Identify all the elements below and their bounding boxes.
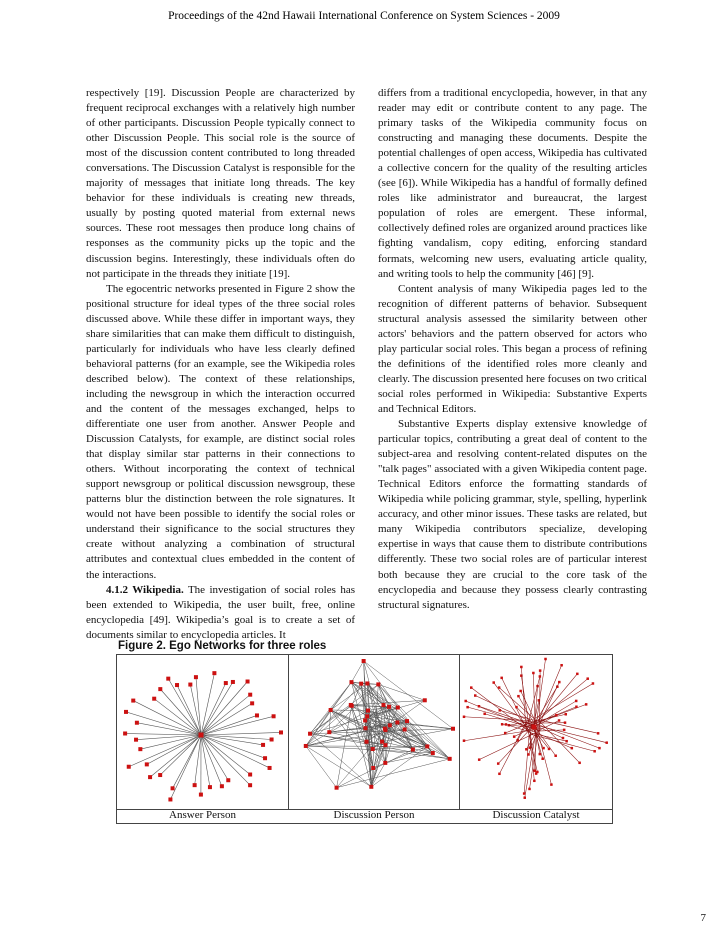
network-node bbox=[403, 727, 407, 731]
network-node bbox=[383, 761, 387, 765]
panel-label-answer-person: Answer Person bbox=[169, 809, 236, 821]
network-edge bbox=[150, 735, 201, 777]
network-node bbox=[363, 726, 367, 730]
network-node bbox=[478, 705, 481, 708]
network-node bbox=[562, 737, 565, 740]
network-node bbox=[498, 686, 501, 689]
network-node bbox=[381, 703, 385, 707]
network-node bbox=[248, 783, 252, 787]
body-paragraph: Substantive Experts display extensive knowledge of particular topics, contributing a great deal of content to the subject-area and resolving content-related disputes on the "talk pages" associated with a given Wikipedia content page. Technical Editors enforce the formatting standards of Wikipedia while policing grammar, style, spelling, hyperlink accuracy, and other minor issues. These tasks are related, but many Wikipedia contributors specialize, developing expertise in ways that cause them to distribute contributions differently. These two social roles are of particular interest both because they are crucial to the core task of the encyclopedia and because they possess clearly contrasting structural signatures. bbox=[378, 418, 647, 611]
network-node bbox=[279, 730, 283, 734]
network-node bbox=[498, 773, 501, 776]
network-node bbox=[500, 677, 503, 680]
figure-caption: Figure 2. Ego Networks for three roles bbox=[118, 640, 327, 652]
network-edge bbox=[536, 659, 546, 727]
body-paragraph: differs from a traditional encyclopedia, however, in that any reader may edit or contribute content to any page. The primary tasks of the Wikipedia community focus on constructing and managing these documents. Despite the potential challenges of open access, Wikipedia has cultivated a collective concern for the quality of the resulting articles (see [6]). While Wikipedia has a handful of formally defined roles like administrator and bureaucrat, the largest population of roles are emergent. These informal, collectively defined roles are organized around practices like fighting vandalism, copy editing, enforcing standard formats, welcoming new users, evaluating article quality, and writing tools to help the community [46] [9]. bbox=[378, 87, 647, 280]
network-node bbox=[349, 703, 353, 707]
network-node bbox=[261, 743, 265, 747]
network-node bbox=[585, 703, 588, 706]
network-node bbox=[194, 675, 198, 679]
network-node bbox=[513, 735, 516, 738]
network-node bbox=[263, 756, 267, 760]
network-node bbox=[231, 680, 235, 684]
network-node bbox=[539, 669, 542, 672]
network-node bbox=[362, 659, 366, 663]
network-node bbox=[451, 727, 455, 731]
network-node bbox=[349, 680, 353, 684]
network-node bbox=[533, 769, 536, 772]
network-node bbox=[152, 697, 156, 701]
network-node bbox=[550, 783, 553, 786]
network-node bbox=[605, 741, 608, 744]
network-node bbox=[542, 747, 545, 750]
network-edge bbox=[201, 682, 233, 735]
network-node bbox=[365, 740, 369, 744]
network-edge bbox=[195, 735, 201, 785]
network-node bbox=[519, 690, 522, 693]
network-node bbox=[308, 732, 312, 736]
body-paragraph: Content analysis of many Wikipedia pages led to the recognition of different patterns of behavior. Subsequent structural analysis assessed the similarity between other actors' behaviors and the pattern observed for actors who play particular social roles. This began a process of refining the definitions of the identified roles more cleanly and clearly. The discussion presented here focuses on two critical social roles performed in Wikipedia: Substantive Experts and Technical Editors. bbox=[378, 282, 647, 415]
network-node bbox=[371, 766, 375, 770]
network-node bbox=[388, 723, 392, 727]
network-node bbox=[578, 762, 581, 765]
section-text: The investigation of social roles has been extended to Wikipedia, the user built, free, online encyclopedia [49]. Wikipedia’s goal is to create a set of documents similar to encyclopedia articles. It bbox=[86, 583, 355, 641]
network-node bbox=[592, 682, 595, 685]
network-node bbox=[127, 765, 131, 769]
network-node bbox=[558, 719, 561, 722]
network-node bbox=[515, 706, 518, 709]
answer-person-network bbox=[117, 655, 287, 809]
network-edge bbox=[170, 735, 201, 799]
network-node bbox=[565, 740, 568, 743]
network-node bbox=[448, 757, 452, 761]
network-node bbox=[483, 713, 486, 716]
network-node bbox=[499, 709, 502, 712]
network-node bbox=[380, 740, 384, 744]
network-node bbox=[463, 716, 466, 719]
network-node bbox=[598, 747, 601, 750]
network-node bbox=[520, 666, 523, 669]
network-edge bbox=[201, 716, 274, 735]
network-node bbox=[138, 747, 142, 751]
network-node bbox=[175, 683, 179, 687]
network-edge bbox=[201, 735, 263, 745]
network-node bbox=[124, 710, 128, 714]
network-node bbox=[365, 681, 369, 685]
network-node bbox=[329, 708, 333, 712]
network-node bbox=[470, 686, 473, 689]
network-node bbox=[539, 753, 542, 756]
body-paragraph: The egocentric networks presented in Figure 2 show the positional structure for ideal types of the three social roles discussed above. While these differ in important ways, they share similarities that can make them difficult to distinguish, particularly for individuals who have less clearly defined behavioral patterns (for an example, see the Wikipedia roles described below). The context of these relationships, including the newsgroup in which the interaction occurred and the content of the messages exchanged, helps to differentiate one user from another. Answer People and Discussion Catalysts, for example, are distinct social roles that display similar star patterns in their connections to others. Without incorporating the context of technical support newsgroup or political discussion newsgroup, these patterns blur the distinction between the role signatures. It would not have been possible to identify the social roles or understand their significance to the social structures they create without analyzing a combination of structural attributes and contextual clues embedded in the content of the interactions. bbox=[86, 282, 355, 581]
network-edge bbox=[154, 699, 201, 735]
network-edge bbox=[533, 683, 593, 719]
network-edge bbox=[524, 734, 529, 794]
network-edge bbox=[534, 725, 606, 743]
network-node bbox=[478, 758, 481, 761]
network-node bbox=[575, 706, 578, 709]
network-node bbox=[497, 762, 500, 765]
network-node bbox=[363, 718, 367, 722]
network-node bbox=[359, 682, 363, 686]
panel-label-discussion-catalyst: Discussion Catalyst bbox=[492, 809, 580, 821]
network-node bbox=[255, 713, 259, 717]
discussion-person-network bbox=[289, 655, 459, 809]
network-node bbox=[304, 744, 308, 748]
network-node bbox=[148, 775, 152, 779]
network-edge bbox=[538, 730, 564, 731]
network-node bbox=[248, 773, 252, 777]
network-node bbox=[523, 792, 526, 795]
network-node bbox=[248, 693, 252, 697]
network-edge bbox=[306, 746, 337, 788]
figure-label-row bbox=[116, 808, 613, 824]
network-node bbox=[586, 677, 589, 680]
network-node bbox=[565, 713, 568, 716]
network-node bbox=[501, 723, 504, 726]
network-edge bbox=[201, 735, 222, 786]
panel-label-discussion-person: Discussion Person bbox=[333, 809, 415, 821]
network-node bbox=[395, 720, 399, 724]
network-node bbox=[270, 737, 274, 741]
network-node bbox=[212, 671, 216, 675]
network-node bbox=[369, 785, 373, 789]
network-node bbox=[220, 784, 224, 788]
network-node bbox=[593, 750, 596, 753]
network-node bbox=[250, 701, 254, 705]
network-node bbox=[425, 744, 429, 748]
network-node bbox=[492, 681, 495, 684]
figure-panels bbox=[116, 654, 613, 810]
network-node bbox=[523, 796, 526, 799]
network-edge bbox=[160, 735, 201, 775]
network-node bbox=[597, 732, 600, 735]
network-node bbox=[536, 771, 539, 774]
network-node bbox=[327, 730, 331, 734]
network-node bbox=[383, 743, 387, 747]
network-node bbox=[474, 694, 477, 697]
right-column bbox=[378, 86, 647, 613]
network-node bbox=[199, 793, 203, 797]
discussion-catalyst-network bbox=[460, 655, 612, 809]
running-header: Proceedings of the 42nd Hawaii International Conference on System Sciences - 2009 bbox=[168, 10, 560, 22]
network-node bbox=[563, 729, 566, 732]
network-node bbox=[533, 780, 536, 783]
page-number: 7 bbox=[700, 912, 706, 924]
left-column bbox=[86, 86, 355, 643]
network-node bbox=[423, 698, 427, 702]
network-node bbox=[145, 762, 149, 766]
network-node bbox=[466, 706, 469, 709]
network-node bbox=[335, 786, 339, 790]
network-node bbox=[411, 748, 415, 752]
network-edge bbox=[125, 733, 201, 735]
network-node bbox=[135, 721, 139, 725]
network-node bbox=[571, 747, 574, 750]
network-node bbox=[558, 681, 561, 684]
network-edge bbox=[190, 685, 201, 735]
network-node bbox=[246, 680, 250, 684]
network-node bbox=[548, 748, 551, 751]
network-node bbox=[525, 748, 528, 751]
network-edge bbox=[537, 727, 552, 785]
network-node bbox=[171, 786, 175, 790]
network-node bbox=[371, 747, 375, 751]
network-node bbox=[208, 785, 212, 789]
network-node bbox=[396, 706, 400, 710]
network-node bbox=[376, 682, 380, 686]
network-node bbox=[505, 723, 508, 726]
network-edge bbox=[516, 707, 529, 721]
network-node bbox=[134, 738, 138, 742]
network-node bbox=[564, 721, 567, 724]
network-edge bbox=[310, 682, 351, 734]
section-paragraph bbox=[86, 583, 355, 643]
network-edge bbox=[329, 710, 330, 732]
network-node bbox=[463, 739, 466, 742]
network-node bbox=[158, 687, 162, 691]
network-node bbox=[123, 731, 127, 735]
network-edge bbox=[201, 732, 281, 735]
network-node bbox=[226, 778, 230, 782]
network-node bbox=[272, 714, 276, 718]
network-node bbox=[166, 677, 170, 681]
network-node bbox=[365, 714, 369, 718]
network-node bbox=[527, 753, 530, 756]
network-node bbox=[224, 681, 228, 685]
network-node bbox=[464, 700, 467, 703]
network-edge bbox=[331, 710, 368, 711]
network-edge bbox=[499, 720, 527, 774]
network-node bbox=[405, 719, 409, 723]
ego-node bbox=[199, 733, 204, 738]
network-node bbox=[431, 751, 435, 755]
network-node bbox=[575, 700, 578, 703]
network-edge bbox=[337, 759, 450, 788]
network-node bbox=[387, 705, 391, 709]
network-node bbox=[366, 709, 370, 713]
network-node bbox=[560, 664, 563, 667]
network-node bbox=[193, 783, 197, 787]
ego-node bbox=[532, 725, 537, 730]
network-node bbox=[532, 672, 535, 675]
network-node bbox=[528, 788, 531, 791]
network-node bbox=[544, 658, 547, 661]
network-node bbox=[168, 797, 172, 801]
network-edge bbox=[539, 721, 580, 763]
network-edge bbox=[351, 661, 363, 682]
network-node bbox=[554, 754, 557, 757]
network-node bbox=[541, 757, 544, 760]
network-node bbox=[131, 699, 135, 703]
network-node bbox=[576, 673, 579, 676]
network-node bbox=[539, 675, 542, 678]
network-node bbox=[188, 683, 192, 687]
section-heading: 4.1.2 Wikipedia. bbox=[106, 583, 184, 596]
network-node bbox=[383, 727, 387, 731]
body-paragraph: respectively [19]. Discussion People are characterized by frequent reciprocal exchanges with a relatively high number of other participants. Discussion People typically connect to other Discussion People. This social role is the source of most of the discussion content contributed to long threaded conversations. The Discussion Catalyst is responsible for the majority of messages that initiate long threads. The key behavior for these individuals is creating new threads, usually by posting quoted material from external news sources. These root messages then produce long chains of responses as the community picks up the topic and the discussion begins. Interestingly, these individuals often do not participate in the threads they initiate [19]. bbox=[86, 87, 355, 280]
network-edge bbox=[306, 684, 361, 746]
network-node bbox=[555, 714, 558, 717]
network-node bbox=[517, 695, 520, 698]
network-node bbox=[268, 766, 272, 770]
network-node bbox=[158, 773, 162, 777]
